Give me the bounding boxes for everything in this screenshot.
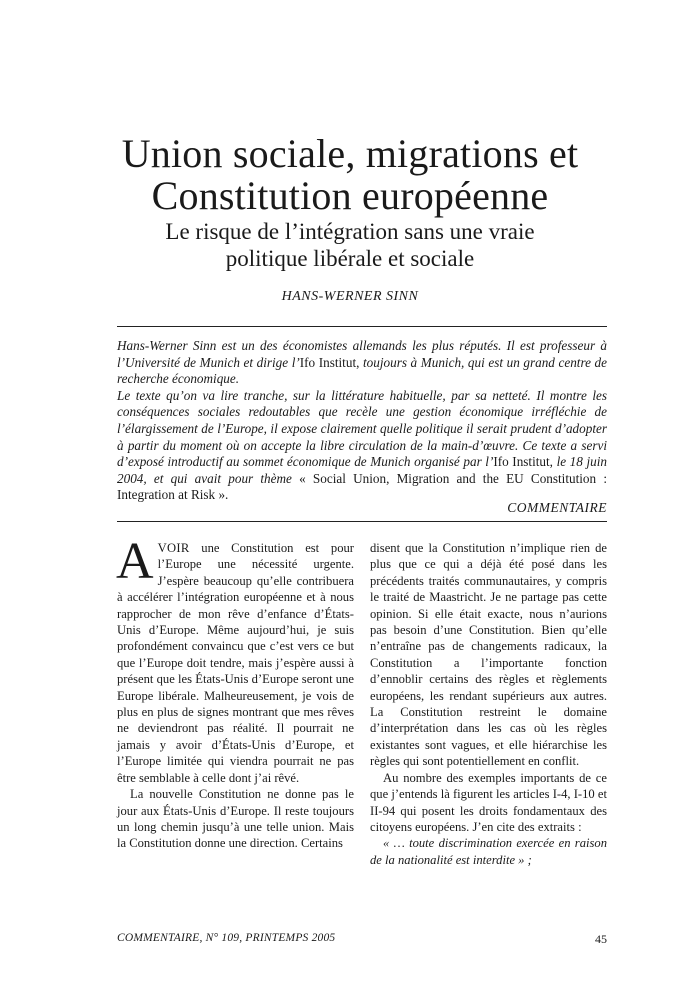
body-column-left xyxy=(116,533,354,852)
quotation: « … toute discrimination exercée en raison de la nationalité est interdite » ; xyxy=(370,836,607,867)
institute-name: Ifo Institut, xyxy=(299,354,360,370)
journal-footer: COMMENTAIRE, N° 109, PRINTEMPS 2005 xyxy=(117,932,336,944)
author-name: HANS-WERNER SINN xyxy=(281,289,419,304)
editorial-intro xyxy=(117,338,607,504)
body-column-right xyxy=(370,540,607,868)
intro-paragraph-1: Hans-Werner Sinn est un des économistes allemands les plus réputés. Il est professeur à l’Université de Munich et dirige l’Ifo Institut, toujours à Munich, qui est un grand centre de recherche économique. xyxy=(117,338,607,387)
title-line-1: Union sociale, migrations et xyxy=(121,131,579,176)
bottom-divider xyxy=(117,521,607,522)
body-paragraph: La nouvelle Constitution ne donne pas le jour aux États-Unis d’Europe. Il reste toujours un long chemin jusqu’à une telle union. Mais la Constitution donne une direction. Certains xyxy=(117,787,354,851)
body-paragraph: AVOIR une Constitution est pour l’Europe une nécessité urgente. J’espère beaucoup qu’elle contribuera à accélérer l’intégration européenne et à nous rapprocher de mon rêve d’enfance d’États-Unis d’Europe. Même aujourd’hui, je suis profondément convaincu que c’est vers ce but que l’Europe doit tendre, mais j’espère aussi à présent que les États-Unis d’Europe seront une Europe libérale. Malheureusement, je vois de plus en plus de signes montrant que mes rêves ne deviendront pas réalité. Il pourrait ne jamais y avoir d’États-Unis d’Europe, et l’Europe limitée qui viendra pourrait ne pas être semblable à celle dont j’ai rêvé. xyxy=(116,533,354,785)
intro-paragraph-2: Le texte qu’on va lire tranche, sur la littérature habituelle, par sa netteté. Il montre les conséquences sociales redoutables que recèle une gestion économique irréfléchie de l’élargissement de l’Europe, il expose clairement quelle politique il serait prudent d’adopter à partir du moment où on accepte la libre circulation de la main-d’œuvre. Ce texte a servi d’exposé introductif au sommet économique de Munich organisé par l’Ifo Institut, le 18 juin 2004, et qui avait pour thème « Social Union, Migration and the EU Constitution : Integration at Risk ». xyxy=(117,387,607,503)
institute-name: Ifo Institut, xyxy=(493,454,553,470)
title-line-2: Constitution européenne xyxy=(151,173,549,218)
page-number: 45 xyxy=(595,932,607,946)
article-subtitle xyxy=(120,218,580,272)
drop-cap: A xyxy=(116,533,154,590)
subtitle-line-2: politique libérale et sociale xyxy=(225,246,475,271)
section-label: COMMENTAIRE xyxy=(507,500,607,515)
lead-in: VOIR xyxy=(157,541,190,555)
article-title xyxy=(100,133,600,217)
top-divider xyxy=(117,326,607,327)
body-paragraph: disent que la Constitution n’implique rien de plus que ce qui a déjà été posé dans les précédents traités communautaires, y compris le traité de Maastricht. Je ne partage pas cette opinion. Si elle était exacte, nous n’aurions pas besoin d’une Constitution. Bien qu’elle n’entraîne pas de changements radicaux, la Constitution a l’importante fonction d’ennoblir certains des règles et règlements européens, les rendant supérieurs aux autres. La Constitution restreint le domaine d’interprétation dans les cas où les règles existantes sont vagues, et elle hiérarchise les règles qui sont potentiellement en conflit. xyxy=(370,541,607,769)
summit-theme: « Social Union, Migration and the EU Constitution : Integration at Risk ». xyxy=(117,470,607,503)
subtitle-line-1: Le risque de l’intégration sans une vraie xyxy=(165,219,535,244)
body-paragraph: Au nombre des exemples importants de ce que j’entends là figurent les articles I-4, I-10 et II-94 qui posent les droits fondamentaux des citoyens européens. J’en cite des extraits : xyxy=(370,770,607,834)
